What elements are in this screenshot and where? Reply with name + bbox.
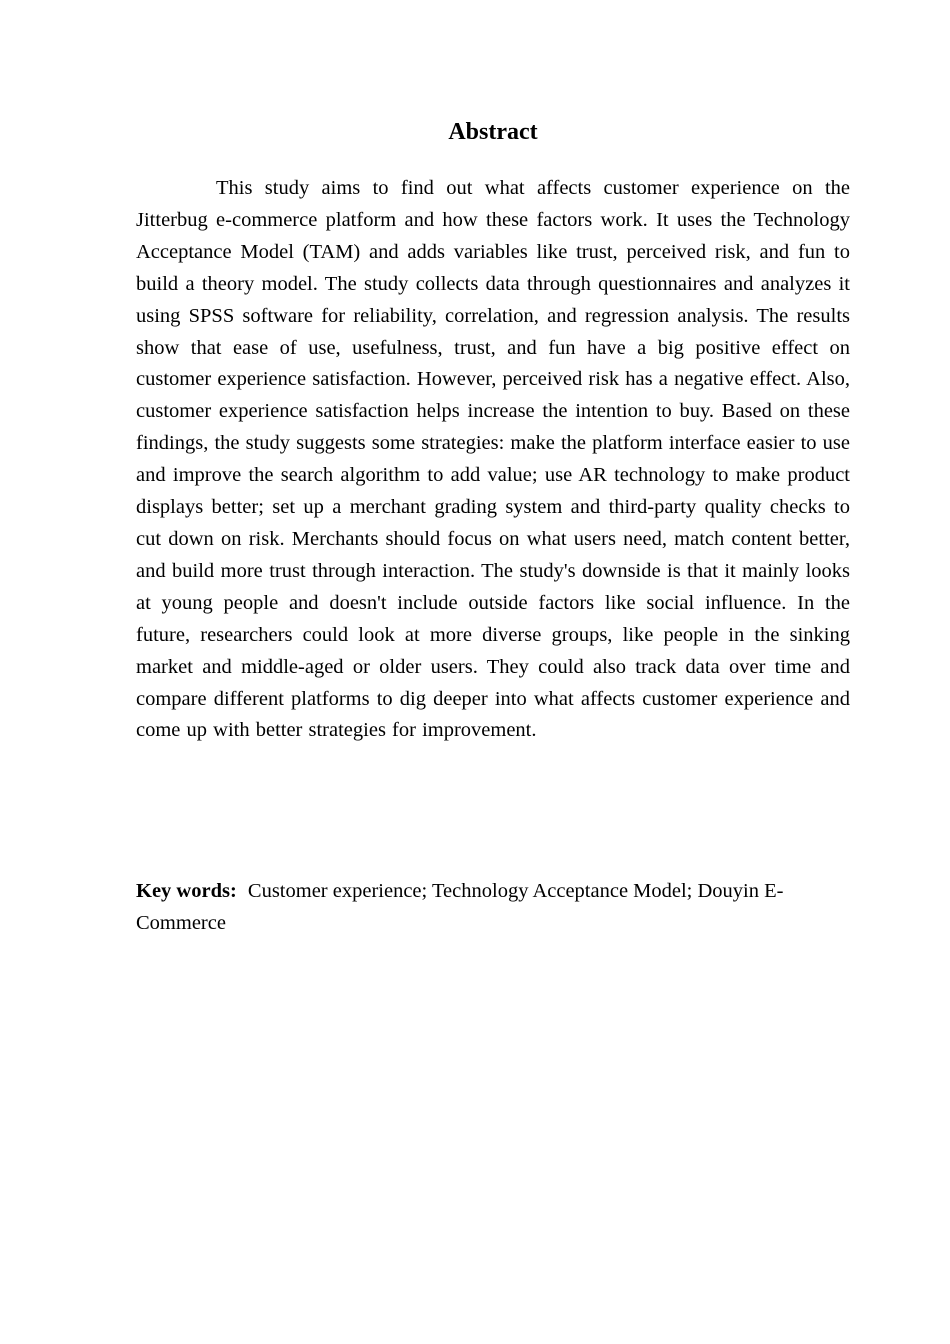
keywords-text: Customer experience; Technology Acceptance Model; Douyin E-Commerce	[136, 880, 784, 934]
abstract-title: Abstract	[448, 119, 538, 145]
keywords-line	[136, 875, 850, 939]
keywords-label: Key words:	[136, 880, 237, 902]
abstract-body-text: This study aims to find out what affects customer experience on the Jitterbug e-commerce platform and how these factors work. It uses the Technology Acceptance Model (TAM) and adds variables like trust, perceived risk, and fun to build a theory model. The study collects data through questionnaires and analyzes it using SPSS software for reliability, correlation, and regression analysis. The results show that ease of use, usefulness, trust, and fun have a big positive effect on customer experience satisfaction. However, perceived risk has a negative effect. Also, customer experience satisfaction helps increase the intention to buy. Based on these findings, the study suggests some strategies: make the platform interface easier to use and improve the search algorithm to add value; use AR technology to make product displays better; set up a merchant grading system and third-party quality checks to cut down on risk. Merchants should focus on what users need, match content better, and build more trust through interaction. The study's downside is that it mainly looks at young people and doesn't include outside factors like social influence. In the future, researchers could look at more diverse groups, like people in the sinking market and middle-aged or older users. They could also track data over time and compare different platforms to dig deeper into what affects customer experience and come up with better strategies for improvement.	[136, 177, 850, 742]
